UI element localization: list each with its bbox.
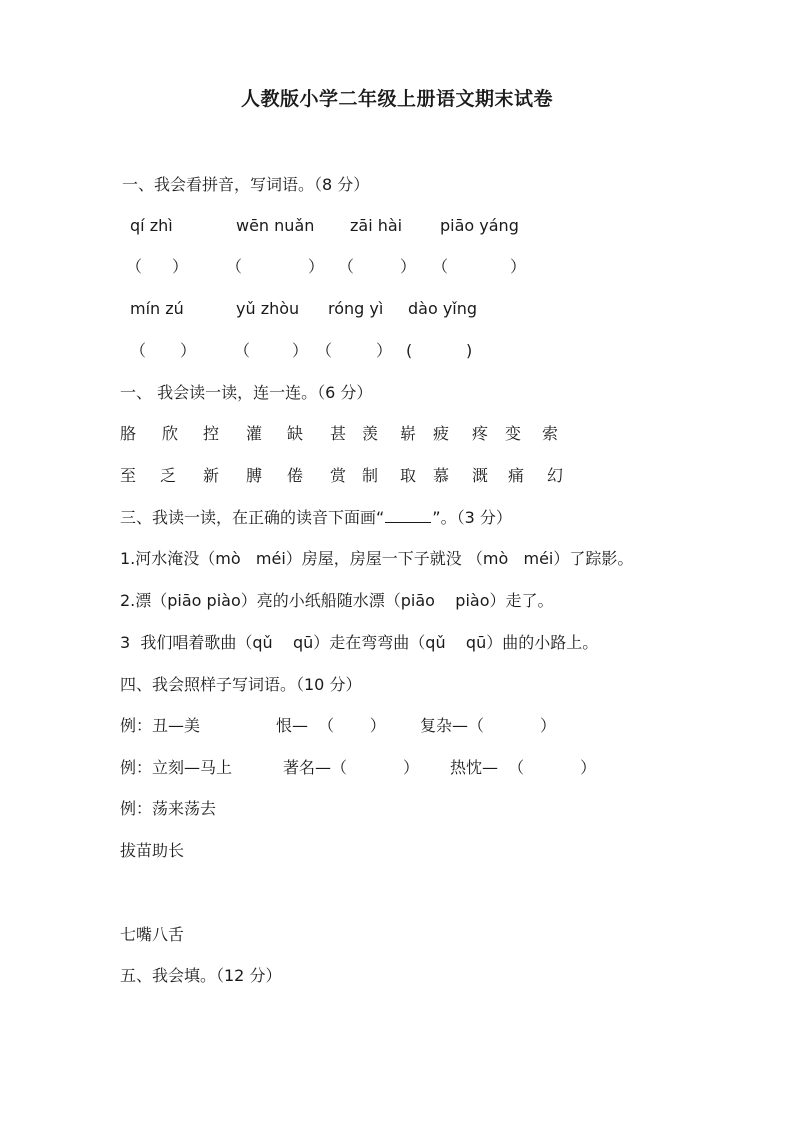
answer-paren-close: ） <box>180 341 197 360</box>
answer-paren-close: ） <box>376 341 393 360</box>
pinyin-item: mín zú <box>130 299 184 318</box>
char-item: 甚 <box>330 424 347 443</box>
example-blank: 热忱— （ ） <box>450 758 597 777</box>
answer-paren-close: ) <box>466 341 473 360</box>
char-item: 慕 <box>433 466 450 485</box>
section2-char-row2 <box>0 465 794 487</box>
pinyin-item: zāi hài <box>350 216 403 235</box>
char-item: 灌 <box>246 424 263 443</box>
pinyin-item: dào yǐng <box>408 299 478 318</box>
char-item: 膊 <box>246 466 263 485</box>
section4-example-3: 例：荡来荡去 <box>120 799 217 818</box>
section4-example-1 <box>0 715 794 737</box>
pinyin-item: qí zhì <box>130 216 173 235</box>
section1-heading: 一、我会看拼音，写词语。（8 分） <box>122 175 370 194</box>
section1-pinyin-row2 <box>0 298 794 320</box>
answer-paren-open: （ <box>130 341 147 360</box>
answer-paren-open: ( <box>406 341 413 360</box>
answer-paren-open: （ <box>234 341 251 360</box>
char-item: 至 <box>120 466 137 485</box>
section1-answer-row1 <box>0 256 794 278</box>
pinyin-item: piāo yáng <box>440 216 519 235</box>
section2-char-row1 <box>0 423 794 445</box>
section4-example-2 <box>0 757 794 779</box>
page-title: 人教版小学二年级上册语文期末试卷 <box>240 88 553 110</box>
char-item: 溉 <box>472 466 489 485</box>
example-text: 例：立刻—马上 <box>120 758 233 777</box>
pinyin-item: wēn nuǎn <box>236 216 315 235</box>
example-blank: 恨— （ ） <box>276 716 386 735</box>
char-item: 取 <box>400 466 417 485</box>
section5-heading: 五、我会填。（12 分） <box>120 966 282 985</box>
char-item: 缺 <box>287 424 304 443</box>
example-text: 例：丑—美 <box>120 716 201 735</box>
char-item: 控 <box>203 424 220 443</box>
section3-question-3: 3 我们唱着歌曲（qǔ qū）走在弯弯曲（qǔ qū）曲的小路上。 <box>120 633 599 652</box>
char-item: 新 <box>203 466 220 485</box>
char-item: 欣 <box>162 424 179 443</box>
section3-question-1: 1.河水淹没（mò méi）房屋，房屋一下子就没 （mò méi）了踪影。 <box>120 549 634 568</box>
section2-heading: 一、 我会读一读，连一连。（6 分） <box>120 383 373 402</box>
underline-blank <box>385 508 431 523</box>
answer-paren-open: （ <box>338 257 355 276</box>
char-item: 变 <box>505 424 522 443</box>
char-item: 倦 <box>287 466 304 485</box>
section1-answer-row2 <box>0 340 794 362</box>
answer-paren-close: ） <box>400 257 417 276</box>
answer-paren-open: （ <box>126 257 143 276</box>
answer-paren-open: （ <box>316 341 333 360</box>
char-item: 疲 <box>433 424 450 443</box>
char-item: 羡 <box>362 424 379 443</box>
example-blank: 复杂—（ ） <box>420 716 556 735</box>
char-item: 崭 <box>400 424 417 443</box>
answer-paren-close: ） <box>510 257 527 276</box>
char-item: 赏 <box>330 466 347 485</box>
answer-paren-open: （ <box>432 257 449 276</box>
char-item: 痛 <box>508 466 525 485</box>
pinyin-item: yǔ zhòu <box>236 299 300 318</box>
section4-item-2: 七嘴八舌 <box>120 925 185 944</box>
answer-paren-open: （ <box>226 257 243 276</box>
char-item: 幻 <box>547 466 564 485</box>
section4-heading: 四、我会照样子写词语。（10 分） <box>120 675 362 694</box>
pinyin-item: róng yì <box>328 299 384 318</box>
char-item: 索 <box>542 424 559 443</box>
section4-item-1: 拔苗助长 <box>120 841 185 860</box>
example-blank: 著名—（ ） <box>283 758 419 777</box>
section3-question-2: 2.漂（piāo piào）亮的小纸船随水漂（piāo piào）走了。 <box>120 591 554 610</box>
answer-paren-close: ） <box>172 257 189 276</box>
answer-paren-close: ） <box>308 257 325 276</box>
char-item: 疼 <box>472 424 489 443</box>
char-item: 制 <box>362 466 379 485</box>
section1-pinyin-row1 <box>0 215 794 237</box>
char-item: 乏 <box>160 466 177 485</box>
answer-paren-close: ） <box>292 341 309 360</box>
section3-heading <box>120 507 512 529</box>
char-item: 胳 <box>120 424 137 443</box>
section3-heading-start: 三、我读一读，在正确的读音下面画“ <box>120 508 385 527</box>
section3-heading-end: ”。（3 分） <box>432 508 512 527</box>
